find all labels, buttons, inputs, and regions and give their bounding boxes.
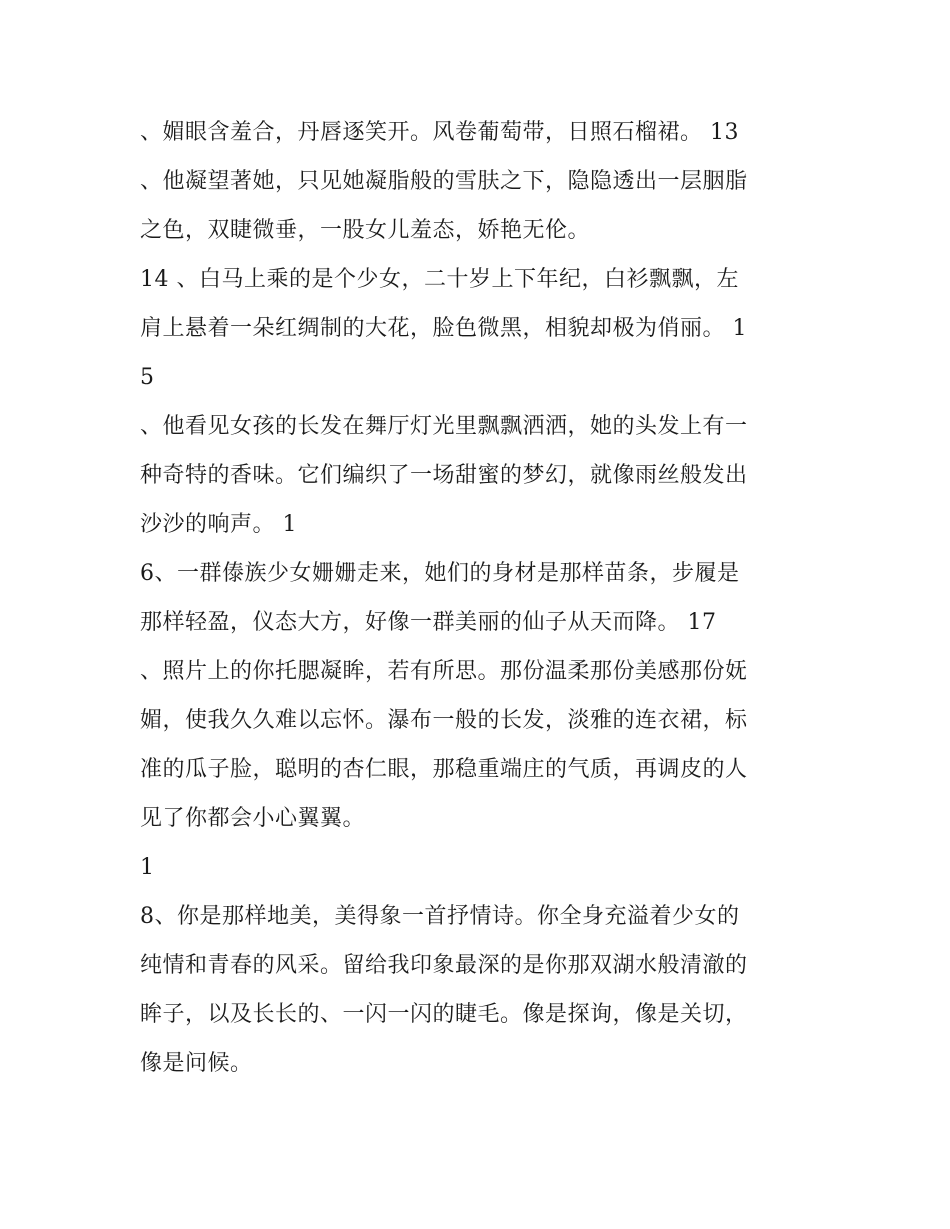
text-line: 6、一群傣族少女姗姗走来，她们的身材是那样苗条，步履是 xyxy=(140,561,740,586)
text-line: 纯情和青春的风采。留给我印象最深的是你那双湖水般清澈的 xyxy=(140,953,748,978)
text-line: 8、你是那样地美，美得象一首抒情诗。你全身充溢着少女的 xyxy=(140,904,740,929)
text-line: 眸子，以及长长的、一闪一闪的睫毛。像是探询，像是关切， xyxy=(140,1002,748,1027)
text-line: 像是问候。 xyxy=(140,1051,253,1076)
text-line: 媚，使我久久难以忘怀。瀑布一般的长发，淡雅的连衣裙，标 xyxy=(140,708,748,733)
text-line: 14 、白马上乘的是个少女，二十岁上下年纪，白衫飘飘，左 xyxy=(140,267,739,292)
text-line: 、媚眼含羞合，丹唇逐笑开。风卷葡萄带，日照石榴裙。 13 xyxy=(140,120,739,145)
text-line: 沙沙的响声。 1 xyxy=(140,512,297,537)
body-text xyxy=(140,108,830,1088)
text-line: 之色，双睫微垂，一股女儿羞态，娇艳无伦。 xyxy=(140,218,591,243)
text-line: 种奇特的香味。它们编织了一场甜蜜的梦幻，就像雨丝般发出 xyxy=(140,463,748,488)
text-line: 1 xyxy=(140,855,155,880)
text-line: 见了你都会小心翼翼。 xyxy=(140,806,366,831)
text-line: 5 xyxy=(140,365,155,390)
text-line: 准的瓜子脸，聪明的杏仁眼，那稳重端庄的气质，再调皮的人 xyxy=(140,757,748,782)
text-line: 、他凝望著她，只见她凝脂般的雪肤之下，隐隐透出一层胭脂 xyxy=(140,169,748,194)
text-line: 那样轻盈，仪态大方，好像一群美丽的仙子从天而降。 17 xyxy=(140,610,717,635)
text-line: 、照片上的你托腮凝眸，若有所思。那份温柔那份美感那份妩 xyxy=(140,659,748,684)
text-line: 肩上悬着一朵红绸制的大花，脸色微黑，相貌却极为俏丽。 1 xyxy=(140,316,747,341)
text-line: 、他看见女孩的长发在舞厅灯光里飘飘洒洒，她的头发上有一 xyxy=(140,414,748,439)
